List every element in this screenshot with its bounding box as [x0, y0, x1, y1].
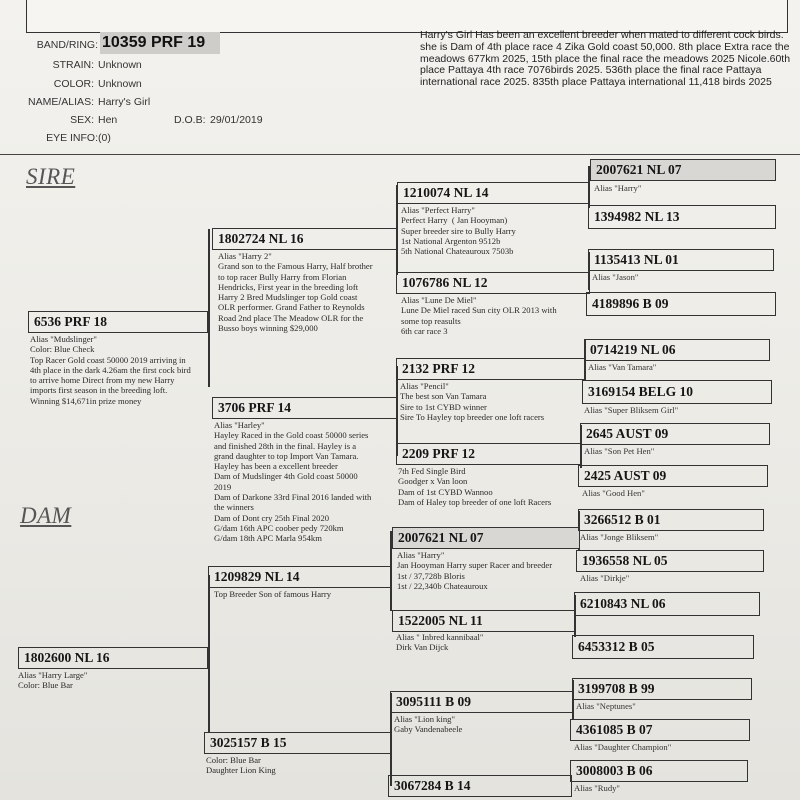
detail-line: some top reasults — [401, 315, 461, 326]
g4-alias: Alias "Jonge Bliksem" — [580, 532, 659, 542]
dob-label: D.O.B: — [174, 114, 206, 126]
detail-line: Jan Hooyman Harry super Racer and breeder — [397, 560, 553, 571]
sire-detail-line: Winning $14,671in prize money — [30, 395, 142, 406]
dam-ring: 1802600 NL 16 — [18, 647, 208, 669]
detail-line: to top racer Bully Harry from Florian — [218, 271, 347, 282]
g4-ring: 4361085 B 07 — [570, 719, 750, 741]
dam-details — [18, 670, 208, 691]
sire-dam-details — [214, 420, 390, 544]
detail-line: Harry 2 Bred Mudslinger top Gold coast — [218, 292, 358, 303]
detail-line: Lune De Miel raced Sun city OLR 2013 with — [401, 305, 557, 316]
detail-line: Gaby Vandenabeele — [394, 724, 463, 735]
detail-line: Alias "Lion king" — [394, 714, 455, 724]
g3-details — [398, 466, 584, 507]
dob-value: 29/01/2019 — [210, 114, 263, 126]
detail-line: 1st / 37,728b Bloris — [397, 570, 465, 581]
g4-alias: Alias "Harry" — [594, 183, 642, 193]
detail-line: Dam of Haley top breeder of one loft Racers — [398, 496, 552, 507]
detail-line: Busso boys winning $29,000 — [218, 323, 318, 334]
sire-ring: 6536 PRF 18 — [28, 311, 208, 333]
g4-alias: Alias "Jason" — [592, 272, 639, 282]
detail-line: 7th Fed Single Bird — [398, 466, 466, 476]
g3-ring: 2007621 NL 07 — [392, 527, 580, 549]
sire-sire-details — [218, 251, 398, 333]
g4-ring: 0714219 NL 06 — [584, 339, 770, 361]
detail-line: G/dam 18th APC Marla 954km — [214, 533, 322, 544]
detail-line: Super breeder sire to Bully Harry — [401, 225, 516, 236]
detail-line: Grand son to the Famous Harry, Half brother — [218, 261, 373, 272]
sire-details — [30, 334, 220, 406]
connector-dam-lines — [208, 575, 210, 733]
detail-line: 1st National Argenton 9512b — [401, 235, 501, 246]
g3-details — [401, 205, 586, 256]
sire-detail-line: Color: Blue Check — [30, 344, 95, 355]
g3-details — [401, 295, 591, 336]
detail-line: Daughter Lion King — [206, 765, 276, 776]
sire-dam-ring: 3706 PRF 14 — [212, 397, 398, 419]
detail-line: Goodger x Van loon — [398, 476, 468, 487]
eye-info-value: (0) — [98, 132, 111, 144]
detail-line: Alias "Harry" — [397, 550, 445, 560]
detail-line: Sire to 1st CYBD winner — [400, 401, 487, 412]
detail-line: Dirk Van Dijck — [396, 642, 449, 653]
g4-ring: 6453312 B 05 — [572, 635, 754, 659]
g4-ring: 2425 AUST 09 — [578, 465, 768, 487]
detail-line: Dam of 1st CYBD Wannoo — [398, 486, 493, 497]
detail-line: Hendricks, First year in the breeding loft — [218, 281, 359, 292]
dam-sire-details — [214, 589, 390, 599]
g4-ring: 2645 AUST 09 — [580, 423, 770, 445]
g4-ring: 1936558 NL 05 — [576, 550, 764, 572]
g4-alias: Alias "Daughter Champion" — [574, 742, 672, 752]
g4-alias: Alias "Rudy" — [574, 783, 620, 793]
g3-ring: 3067284 B 14 — [388, 775, 572, 797]
g4-ring: 4189896 B 09 — [586, 292, 776, 316]
detail-line: Alias "Perfect Harry" — [401, 205, 475, 215]
detail-line: OLR performer. Grand Father to Reynolds — [218, 302, 365, 313]
detail-line: the winners — [214, 502, 254, 513]
sire-detail-line: Alias "Mudslinger" — [30, 334, 97, 344]
strain-value: Unknown — [98, 59, 142, 71]
detail-line: G/dam 16th APC coober pedy 720km — [214, 522, 344, 533]
detail-line: Alias "Pencil" — [400, 381, 449, 391]
g3-ring: 3095111 B 09 — [390, 691, 574, 713]
sire-detail-line: imports first season in the breeding loft. — [30, 385, 168, 396]
g3-ring: 1210074 NL 14 — [397, 182, 590, 204]
detail-line: 2019 — [214, 481, 232, 492]
g3-ring: 2209 PRF 12 — [396, 443, 582, 465]
detail-line: Hayley has been a excellent breeder — [214, 461, 338, 472]
dam-detail-line: Alias "Harry Large" — [18, 670, 88, 680]
dam-sire-ring: 1209829 NL 14 — [208, 566, 392, 588]
detail-line: The best son Van Tamara — [400, 391, 487, 402]
eye-info-label: EYE INFO: — [46, 132, 98, 144]
sire-sire-ring: 1802724 NL 16 — [212, 228, 398, 250]
detail-line: Alias "Harry 2" — [218, 251, 272, 261]
g4-alias: Alias "Dirkje" — [580, 573, 630, 583]
detail-line: 5th National Chateauroux 7503b — [401, 246, 514, 257]
detail-line: Hayley Raced in the Gold coast 50000 series — [214, 430, 369, 441]
detail-line: Color: Blue Bar — [206, 755, 261, 765]
detail-line: Alias "Harley" — [214, 420, 265, 430]
dam-dam-details — [206, 755, 382, 776]
detail-line: Perfect Harry ( Jan Hooyman) — [401, 215, 508, 226]
g4-ring: 1394982 NL 13 — [588, 205, 776, 229]
g4-alias: Alias "Super Bliksem Girl" — [584, 405, 679, 415]
strain-label: STRAIN: — [52, 59, 94, 71]
detail-line: 1st / 22,340b Chateauroux — [397, 580, 488, 591]
detail-line: Dam of Dont cry 25th Final 2020 — [214, 512, 330, 523]
color-value: Unknown — [98, 78, 142, 90]
detail-line: and finished 28th in the final. Hayley is a — [214, 440, 357, 451]
performance-summary: Harry's Girl Has been an excellent breeder when mated to different cock birds. she is Dam of 4th place race 4 Zika Gold coast 50,000. 8th place Extra race the meadows 677km 2025, 15th place the final race the meadows 2025 Nicole.60th place Pattaya 4th race 7076birds 2025. 536th place the final race Pattaya international race 2025. 835th place Pattaya international 11,418 birds 2025 — [420, 29, 791, 89]
detail-line: Dam of Mudslinger 4th Gold coast 50000 — [214, 471, 358, 482]
band-label: BAND/RING: — [36, 39, 98, 51]
g3-details — [396, 632, 576, 653]
g4-ring: 3199708 B 99 — [572, 678, 752, 700]
sire-detail-line: 4th place in the dark 4.26am the first cock bird — [30, 364, 191, 375]
g4-alias: Alias "Son Pet Hen" — [584, 446, 655, 456]
name-label: NAME/ALIAS: — [28, 96, 94, 108]
g4-ring: 3008003 B 06 — [570, 760, 748, 782]
g3-ring: 1522005 NL 11 — [392, 610, 576, 632]
g4-alias: Alias "Neptunes" — [576, 701, 636, 711]
header-divider — [0, 154, 800, 155]
detail-line: grand daughter to top Import Van Tamara. — [214, 450, 359, 461]
detail-line: Road 2nd place The Meadow OLR for the — [218, 312, 364, 323]
g3-ring: 1076786 NL 12 — [396, 272, 590, 294]
name-value: Harry's Girl — [98, 96, 151, 108]
detail-line: Alias "Lune De Miel" — [401, 295, 477, 305]
dam-detail-line: Color: Blue Bar — [18, 680, 73, 691]
band-value: 10359 PRF 19 — [100, 32, 220, 54]
g3-details — [400, 381, 586, 422]
g4-alias: Alias "Good Hen" — [582, 488, 645, 498]
detail-line: Dam of Darkone 33rd Final 2016 landed with — [214, 492, 372, 503]
sire-detail-line: to arrive home Direct from my new Harry — [30, 375, 175, 386]
g3-details — [394, 714, 574, 735]
g4-ring: 3266512 B 01 — [578, 509, 764, 531]
detail-line: Sire To Hayley top breeder one loft racers — [400, 411, 545, 422]
detail-line: 6th car race 3 — [401, 325, 448, 336]
sex-value: Hen — [98, 114, 118, 126]
g4-ring: 6210843 NL 06 — [574, 592, 760, 616]
g4-alias: Alias "Van Tamara" — [588, 362, 657, 372]
sex-label: SEX: — [70, 114, 94, 126]
dam-heading: DAM — [20, 503, 72, 528]
dam-dam-ring: 3025157 B 15 — [204, 732, 392, 754]
g4-ring: 3169154 BELG 10 — [582, 380, 772, 404]
g4-ring: 2007621 NL 07 — [590, 159, 776, 181]
sire-heading: SIRE — [26, 164, 76, 189]
g3-details — [397, 550, 579, 591]
detail-line: Top Breeder Son of famous Harry — [214, 589, 332, 599]
sire-detail-line: Top Racer Gold coast 50000 2019 arriving in — [30, 354, 186, 365]
detail-line: Alias " Inbred kannibaal" — [396, 632, 484, 642]
color-label: COLOR: — [53, 78, 94, 90]
g3-ring: 2132 PRF 12 — [396, 358, 586, 380]
g4-ring: 1135413 NL 01 — [588, 249, 774, 271]
